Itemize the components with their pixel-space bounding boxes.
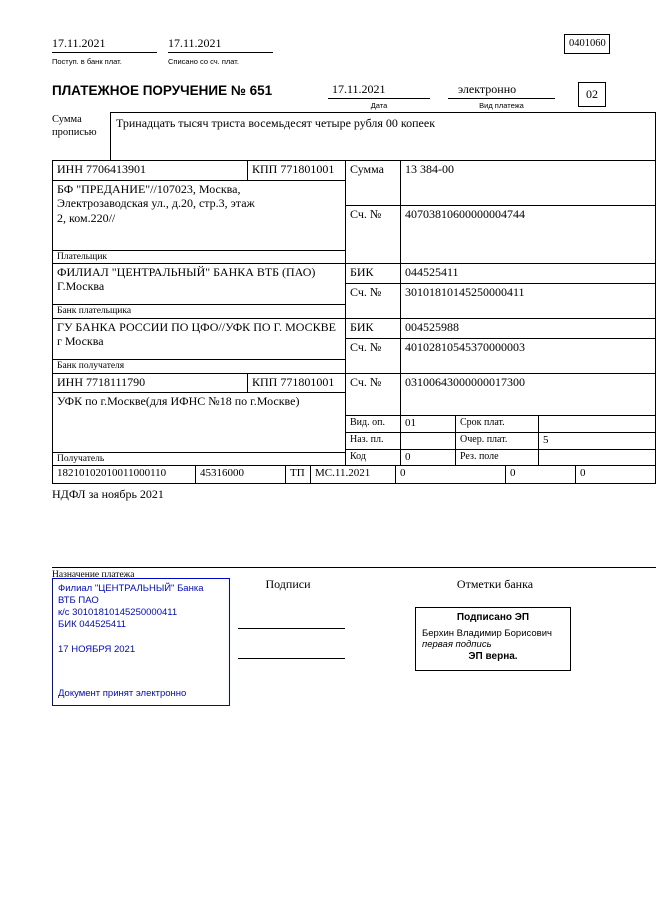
signatures-header: Подписи	[265, 577, 311, 591]
stamp-bank-name-line: Филиал "ЦЕНТРАЛЬНЫЙ" Банка	[58, 583, 204, 594]
amount-label-cell: Сумма	[345, 160, 401, 206]
kbk-cell: 18210102010011000110	[52, 465, 196, 484]
debited-date-label: Списано со сч. плат.	[168, 57, 239, 66]
payment-kind: электронно	[448, 82, 555, 99]
signature-line-2	[238, 658, 345, 659]
form-code-box: 0401060	[564, 34, 610, 54]
debited-date: 17.11.2021	[168, 36, 273, 53]
payer-bank-account-cell: 30101810145250000411	[400, 283, 656, 319]
oktmo-cell: 45316000	[195, 465, 286, 484]
stamp-bank-name-line: ВТБ ПАО	[58, 594, 99, 606]
purpose-label: Назначение платежа	[52, 570, 135, 580]
payer-name-cell	[52, 180, 346, 251]
stamp-date: 17 НОЯБРЯ 2021	[58, 643, 136, 655]
payer-inn-cell: ИНН 7706413901	[52, 160, 248, 181]
vid-op-label-cell: Вид. оп.	[345, 415, 401, 433]
tax-payment-type-cell: 0	[575, 465, 656, 484]
payment-kind-label: Вид платежа	[479, 101, 524, 110]
bank-marks-header: Отметки банка	[456, 577, 534, 591]
payer-name-line: 2, ком.220//	[57, 210, 116, 225]
payer-bank-name-line: ФИЛИАЛ "ЦЕНТРАЛЬНЫЙ" БАНКА ВТБ (ПАО)	[57, 265, 316, 279]
esign-signer: Берхин Владимир Борисович	[422, 627, 552, 639]
vid-op-value-cell: 01	[400, 415, 456, 433]
stamp-bik: БИК 044525411	[58, 618, 127, 630]
recipient-account-label-cell: Сч. №	[345, 373, 401, 416]
srok-plat-label-cell: Срок плат.	[455, 415, 539, 433]
recipient-bank-name-line: г Москва	[57, 334, 104, 349]
recipient-bank-name-line: ГУ БАНКА РОССИИ ПО ЦФО//УФК ПО Г. МОСКВЕ	[57, 320, 336, 334]
payer-bank-bik-cell: 044525411	[400, 263, 656, 284]
recipient-bank-label-row: Банк получателя	[52, 359, 346, 374]
recipient-name-cell: УФК по г.Москве(для ИФНС №18 по г.Москве)	[52, 392, 346, 453]
kod-value-cell: 0	[400, 449, 456, 466]
esign-title: Подписано ЭП	[456, 612, 530, 623]
payer-bank-account-label-cell: Сч. №	[345, 283, 401, 319]
recipient-bank-bik-cell: 004525988	[400, 318, 656, 339]
naz-pl-label-cell: Наз. пл.	[345, 432, 401, 450]
recipient-bank-account-label-cell: Сч. №	[345, 338, 401, 374]
recipient-bank-account-cell: 40102810545370000003	[400, 338, 656, 374]
naz-pl-value-cell	[400, 432, 456, 450]
tax-period-cell: МС.11.2021	[310, 465, 396, 484]
recipient-bank-bik-label-cell: БИК	[345, 318, 401, 339]
tax-doc-date-cell: 0	[505, 465, 576, 484]
tax-doc-number-cell: 0	[395, 465, 506, 484]
payer-status-box: 02	[578, 82, 606, 107]
amount-in-words-label: Сумма прописью	[52, 114, 97, 138]
document-title: ПЛАТЕЖНОЕ ПОРУЧЕНИЕ № 651	[52, 83, 273, 98]
recipient-inn-cell: ИНН 7718111790	[52, 373, 248, 393]
amount-value-cell: 13 384-00	[400, 160, 656, 206]
bank-stamp	[52, 578, 230, 706]
recipient-kpp-cell: КПП 771801001	[247, 373, 346, 393]
document-date: 17.11.2021	[328, 82, 430, 99]
esign-validity: ЭП верна.	[468, 651, 518, 663]
payer-kpp-cell: КПП 771801001	[247, 160, 346, 181]
stamp-corr-account: к/с 30101810145250000411	[58, 606, 178, 618]
received-date: 17.11.2021	[52, 36, 157, 53]
payer-name-line: БФ "ПРЕДАНИЕ"//107023, Москва,	[57, 182, 241, 196]
recipient-account-cell: 03100643000000017300	[400, 373, 656, 416]
stamp-note: Документ принят электронно	[58, 688, 187, 700]
ocher-plat-label-cell: Очер. плат.	[455, 432, 539, 450]
kod-label-cell: Код	[345, 449, 401, 466]
srok-plat-value-cell	[538, 415, 656, 433]
payment-purpose-text: НДФЛ за ноябрь 2021	[52, 487, 164, 501]
esign-role: первая подпись	[422, 639, 492, 651]
rez-pole-label-cell: Рез. поле	[455, 449, 539, 466]
payer-bank-name-line: Г.Москва	[57, 279, 105, 294]
document-date-label: Дата	[370, 101, 388, 110]
amount-in-words: Тринадцать тысяч триста восемьдесят четыре рубля 00 копеек	[110, 112, 656, 161]
received-date-label: Поступ. в банк плат.	[52, 57, 122, 66]
payer-bank-name-cell	[52, 263, 346, 305]
esign-box	[415, 607, 571, 671]
rez-pole-value-cell	[538, 449, 656, 466]
payer-account-cell: 40703810600000004744	[400, 205, 656, 264]
payer-bank-label-row: Банк плательщика	[52, 304, 346, 319]
recipient-label-row: Получатель	[52, 452, 346, 466]
payment-basis-cell: ТП	[285, 465, 311, 484]
payer-bank-bik-label-cell: БИК	[345, 263, 401, 284]
signature-line-1	[238, 628, 345, 629]
ocher-plat-value-cell: 5	[538, 432, 656, 450]
payer-name-line: Электрозаводская ул., д.20, стр.3, этаж	[57, 196, 255, 211]
payer-label-row: Плательщик	[52, 250, 346, 264]
recipient-bank-name-cell	[52, 318, 346, 360]
payer-account-label-cell: Сч. №	[345, 205, 401, 264]
